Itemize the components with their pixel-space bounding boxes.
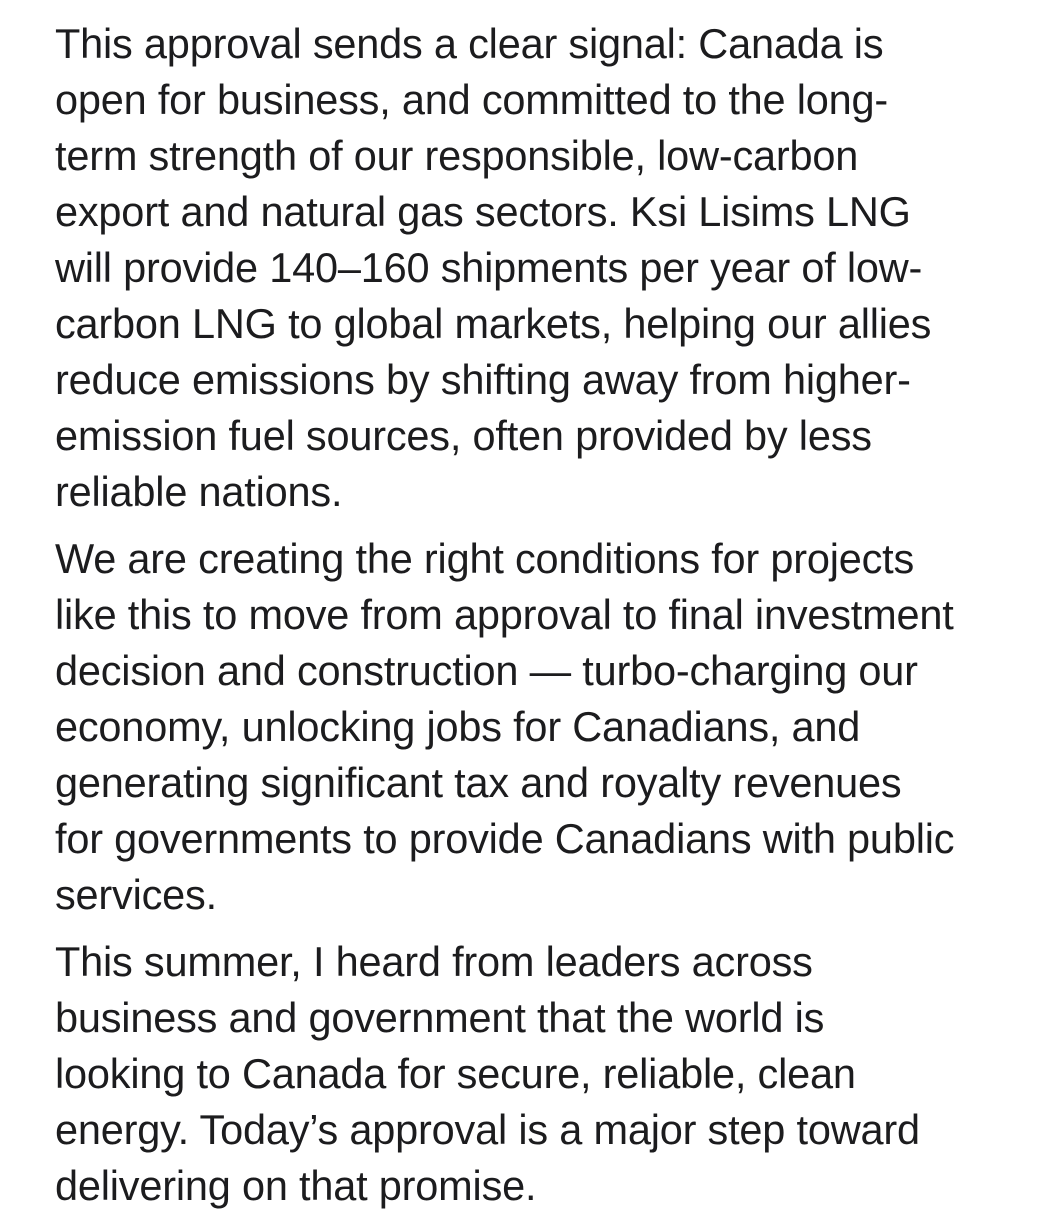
text-line: export and natural gas sectors. Ksi Lisims LNG xyxy=(55,188,911,235)
paragraph-conditions xyxy=(55,531,1045,923)
text-line: like this to move from approval to final investment xyxy=(55,591,954,638)
text-line: emission fuel sources, often provided by less xyxy=(55,412,872,459)
text-line: reduce emissions by shifting away from higher- xyxy=(55,356,911,403)
statement-document xyxy=(55,16,1045,1225)
text-line: We are creating the right conditions for projects xyxy=(55,535,915,582)
text-line: open for business, and committed to the long- xyxy=(55,76,889,123)
text-line: services. xyxy=(55,871,217,918)
text-line: business and government that the world is xyxy=(55,994,825,1041)
text-line: energy. Today’s approval is a major step toward xyxy=(55,1106,920,1153)
text-line: will provide 140–160 shipments per year of low- xyxy=(55,244,923,291)
text-line: This approval sends a clear signal: Canada is xyxy=(55,20,884,67)
text-line: term strength of our responsible, low-carbon xyxy=(55,132,859,179)
paragraph-approval-signal xyxy=(55,16,1045,520)
text-line: for governments to provide Canadians with public xyxy=(55,815,955,862)
text-line: carbon LNG to global markets, helping our allies xyxy=(55,300,932,347)
text-line: decision and construction — turbo-charging our xyxy=(55,647,918,694)
paragraph-summer-leaders xyxy=(55,934,1045,1214)
text-line: generating significant tax and royalty revenues xyxy=(55,759,902,806)
text-line: This summer, I heard from leaders across xyxy=(55,938,813,985)
text-line: reliable nations. xyxy=(55,468,343,515)
text-line: looking to Canada for secure, reliable, clean xyxy=(55,1050,856,1097)
text-line: delivering on that promise. xyxy=(55,1162,537,1209)
text-line: economy, unlocking jobs for Canadians, and xyxy=(55,703,861,750)
